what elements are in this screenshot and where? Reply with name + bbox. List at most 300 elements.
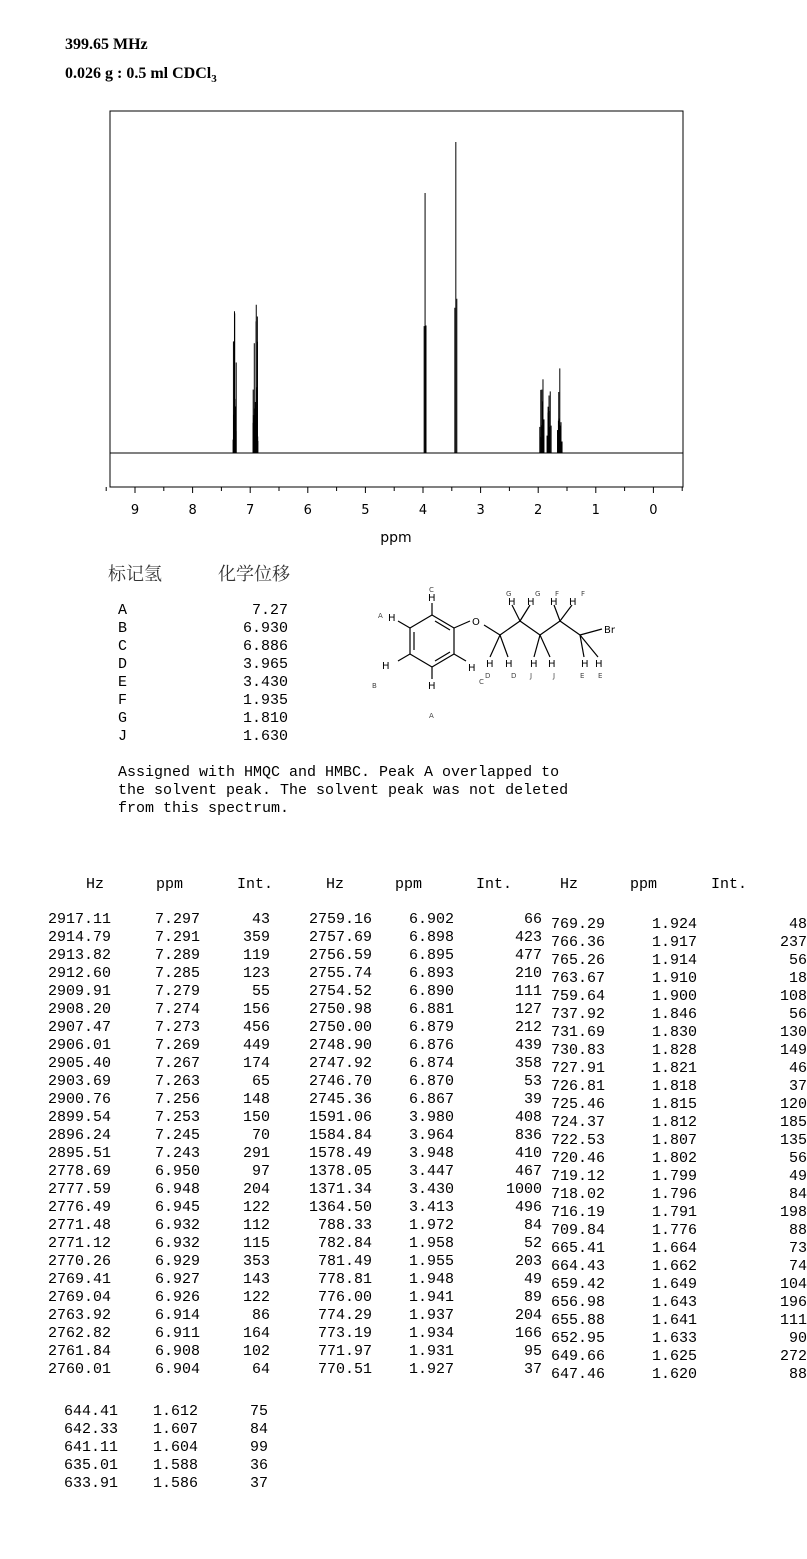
ppm-cell: 1.620 [651,1366,697,1383]
table-row [545,1366,807,1384]
int-cell: 196 [779,1294,807,1311]
int-cell: 56 [788,1150,807,1167]
table-row [545,1276,807,1294]
hz-cell: 719.12 [550,1168,605,1185]
table-row [545,952,807,970]
ppm-cell: 1.972 [408,1217,454,1234]
shift-column-heading: 化学位移 [218,564,290,585]
int-cell: 95 [523,1343,542,1360]
hz-cell: 635.01 [63,1457,118,1474]
col3-hz-header: Hz [560,876,579,893]
int-cell: 156 [242,1001,270,1018]
table-row [48,1271,270,1289]
assignment-row [118,656,288,674]
table-row [545,916,807,934]
atom-h: H [550,597,558,608]
hz-cell: 2909.91 [48,983,112,1000]
ppm-cell: 1.931 [408,1343,454,1360]
ppm-cell: 6.945 [154,1199,200,1216]
table-row [48,1073,270,1091]
ppm-cell: 1.941 [408,1289,454,1306]
int-cell: 210 [514,965,542,982]
hz-cell: 2761.84 [48,1343,112,1360]
atom-br: Br [604,625,615,636]
hz-cell: 2917.11 [48,911,112,928]
table-row [302,1073,542,1091]
int-cell: 84 [788,1186,807,1203]
hz-cell: 759.64 [550,988,605,1005]
atom-h: H [382,661,390,672]
proton-label-e: E [598,672,603,680]
int-cell: 148 [242,1091,270,1108]
ppm-cell: 3.980 [408,1109,454,1126]
ppm-cell: 1.641 [651,1312,697,1329]
table-row [48,1199,270,1217]
table-row [302,1307,542,1325]
ppm-cell: 1.818 [651,1078,697,1095]
atom-o: O [472,617,480,628]
atom-h: H [581,659,589,670]
table-row [545,1042,807,1060]
table-row [48,1037,270,1055]
table-row [545,1078,807,1096]
int-cell: 212 [514,1019,542,1036]
table-row [545,1222,807,1240]
int-cell: 89 [523,1289,542,1306]
table-row [302,965,542,983]
proton-label-b: B [372,682,377,690]
hz-cell: 664.43 [550,1258,605,1275]
hz-cell: 716.19 [550,1204,605,1221]
assignment-row [118,710,288,728]
table-row [302,983,542,1001]
proton-label-e: E [580,672,585,680]
hz-cell: 1591.06 [308,1109,372,1126]
chemical-shift: 1.630 [242,728,288,745]
ppm-cell: 1.633 [651,1330,697,1347]
hz-cell: 649.66 [550,1348,605,1365]
hz-cell: 2763.92 [48,1307,112,1324]
table-row [302,1289,542,1307]
int-cell: 36 [249,1457,268,1474]
table-row [48,965,270,983]
proton-label-g: G [535,590,541,598]
ppm-cell: 3.948 [408,1145,454,1162]
x-axis-tick-labels [131,503,658,518]
molecule-structure [362,585,632,725]
table-row [48,1343,270,1361]
proton-label-a-bottom: A [429,712,434,720]
ppm-cell: 1.914 [651,952,697,969]
proton-label: A [118,602,128,619]
int-cell: 37 [249,1475,268,1492]
hz-cell: 2748.90 [308,1037,372,1054]
int-cell: 127 [514,1001,542,1018]
table-row [48,1001,270,1019]
ppm-cell: 1.799 [651,1168,697,1185]
proton-label-a: A [378,612,383,620]
ppm-cell: 6.948 [154,1181,200,1198]
table-row [545,1168,807,1186]
proton-label-d: D [511,672,517,680]
int-cell: 75 [249,1403,268,1420]
int-cell: 122 [242,1289,270,1306]
table-row [545,1060,807,1078]
ppm-cell: 6.870 [408,1073,454,1090]
int-cell: 836 [514,1127,542,1144]
hz-cell: 718.02 [550,1186,605,1203]
hz-cell: 725.46 [550,1096,605,1113]
ppm-cell: 6.911 [154,1325,200,1342]
table-row [545,934,807,952]
ppm-cell: 6.890 [408,983,454,1000]
int-cell: 46 [788,1060,807,1077]
ppm-cell: 1.612 [152,1403,198,1420]
hz-cell: 2747.92 [308,1055,372,1072]
ppm-cell: 6.927 [154,1271,200,1288]
ppm-cell: 1.934 [408,1325,454,1342]
hz-cell: 2769.41 [48,1271,112,1288]
ppm-cell: 3.964 [408,1127,454,1144]
hz-cell: 770.51 [317,1361,372,1378]
table-row [48,1217,270,1235]
assignment-row [118,638,288,656]
ppm-cell: 6.874 [408,1055,454,1072]
atom-h: H [508,597,516,608]
table-row [48,947,270,965]
hz-cell: 2777.59 [48,1181,112,1198]
ppm-cell: 6.914 [154,1307,200,1324]
atom-h: H [548,659,556,670]
table-row [302,1145,542,1163]
proton-label-f: F [555,590,560,598]
int-cell: 203 [514,1253,542,1270]
table-row [48,1289,270,1307]
proton-label: F [118,692,128,709]
peak-table-col3 [545,916,807,1384]
table-row [545,1024,807,1042]
int-cell: 74 [788,1258,807,1275]
ppm-cell: 1.807 [651,1132,697,1149]
hz-cell: 659.42 [550,1276,605,1293]
int-cell: 65 [251,1073,270,1090]
table-row [48,1253,270,1271]
benzene-ring [410,615,454,667]
ppm-cell: 6.950 [154,1163,200,1180]
x-axis-label: ppm [380,530,412,546]
hz-cell: 771.97 [317,1343,372,1360]
hz-cell: 2770.26 [48,1253,112,1270]
ppm-cell: 1.796 [651,1186,697,1203]
hz-cell: 766.36 [550,934,605,951]
ppm-cell: 1.662 [651,1258,697,1275]
proton-label: C [118,638,128,655]
int-cell: 49 [788,1168,807,1185]
spectrometer-frequency: 399.65 MHz [65,36,148,53]
ppm-cell: 7.274 [154,1001,200,1018]
chemical-shift: 6.886 [242,638,288,655]
hz-cell: 769.29 [550,916,605,933]
col3-int-header: Int. [711,876,748,893]
table-row [545,1114,807,1132]
hz-cell: 652.95 [550,1330,605,1347]
table-row [545,1186,807,1204]
int-cell: 353 [242,1253,270,1270]
int-cell: 291 [242,1145,270,1162]
table-row [302,1271,542,1289]
table-row [48,1109,270,1127]
table-row [302,947,542,965]
int-cell: 204 [514,1307,542,1324]
table-row [302,1199,542,1217]
int-cell: 120 [779,1096,807,1113]
table-row [58,1457,268,1475]
table-row [48,1019,270,1037]
ppm-cell: 1.846 [651,1006,697,1023]
int-cell: 166 [514,1325,542,1342]
int-cell: 102 [242,1343,270,1360]
int-cell: 477 [514,947,542,964]
hz-cell: 737.92 [550,1006,605,1023]
atom-h: H [428,681,436,692]
ppm-cell: 1.900 [651,988,697,1005]
ppm-cell: 6.929 [154,1253,200,1270]
hz-cell: 774.29 [317,1307,372,1324]
int-cell: 111 [514,983,542,1000]
atom-h: H [595,659,603,670]
ppm-cell: 1.643 [651,1294,697,1311]
int-cell: 408 [514,1109,542,1126]
chemical-shift: 3.965 [242,656,288,673]
int-cell: 122 [242,1199,270,1216]
table-row [545,1240,807,1258]
ppm-cell: 1.948 [408,1271,454,1288]
hz-cell: 776.00 [317,1289,372,1306]
proton-label-c: C [429,586,434,594]
int-cell: 86 [251,1307,270,1324]
ppm-cell: 6.867 [408,1091,454,1108]
table-row [48,929,270,947]
proton-label-j: J [553,672,556,680]
int-cell: 143 [242,1271,270,1288]
x-tick-label: 4 [418,503,428,518]
col1-hz-header: Hz [86,876,105,893]
table-row [302,1235,542,1253]
ppm-cell: 1.815 [651,1096,697,1113]
proton-label: J [118,728,128,745]
int-cell: 18 [788,970,807,987]
table-row [302,1325,542,1343]
int-cell: 108 [779,988,807,1005]
atom-h: H [468,663,476,674]
atom-h: H [527,597,535,608]
table-row [48,1325,270,1343]
hz-cell: 2906.01 [48,1037,112,1054]
ppm-cell: 1.802 [651,1150,697,1167]
hz-cell: 642.33 [63,1421,118,1438]
ppm-cell: 6.904 [154,1361,200,1378]
ppm-cell: 7.245 [154,1127,200,1144]
table-row [545,1006,807,1024]
int-cell: 423 [514,929,542,946]
int-cell: 198 [779,1204,807,1221]
x-tick-label: 9 [130,503,140,518]
hz-cell: 727.91 [550,1060,605,1077]
ppm-cell: 7.256 [154,1091,200,1108]
int-cell: 97 [251,1163,270,1180]
int-cell: 185 [779,1114,807,1131]
table-row [545,1204,807,1222]
col1-ppm-header: ppm [156,876,184,893]
hz-cell: 2745.36 [308,1091,372,1108]
proton-label-c-right: C [479,678,484,686]
table-row [302,911,542,929]
assignment-row [118,692,288,710]
ppm-cell: 1.812 [651,1114,697,1131]
atom-h: H [428,593,436,604]
hz-cell: 2755.74 [308,965,372,982]
hz-cell: 724.37 [550,1114,605,1131]
ppm-cell: 6.879 [408,1019,454,1036]
ppm-cell: 1.607 [152,1421,198,1438]
ppm-cell: 3.413 [408,1199,454,1216]
ppm-cell: 3.447 [408,1163,454,1180]
table-row [545,1132,807,1150]
nmr-spectrum-chart [0,0,794,560]
proton-labels [372,586,602,720]
int-cell: 496 [514,1199,542,1216]
hz-cell: 2759.16 [308,911,372,928]
table-row [302,1109,542,1127]
ppm-cell: 6.908 [154,1343,200,1360]
ppm-cell: 1.586 [152,1475,198,1492]
x-tick-label: 0 [649,503,658,518]
hz-cell: 2900.76 [48,1091,112,1108]
hz-cell: 788.33 [317,1217,372,1234]
table-row [545,1096,807,1114]
int-cell: 84 [523,1217,542,1234]
table-row [545,1348,807,1366]
hz-cell: 730.83 [550,1042,605,1059]
proton-label: D [118,656,128,673]
int-cell: 149 [779,1042,807,1059]
ppm-cell: 1.937 [408,1307,454,1324]
hz-cell: 2903.69 [48,1073,112,1090]
hz-cell: 726.81 [550,1078,605,1095]
hz-cell: 1378.05 [308,1163,372,1180]
ppm-cell: 6.881 [408,1001,454,1018]
chemical-shift: 3.430 [242,674,288,691]
assignment-row [118,620,288,638]
table-row [545,1330,807,1348]
int-cell: 84 [249,1421,268,1438]
chemical-shift: 1.935 [242,692,288,709]
atom-h: H [530,659,538,670]
hz-cell: 2912.60 [48,965,112,982]
int-cell: 410 [514,1145,542,1162]
ppm-cell: 1.821 [651,1060,697,1077]
hz-cell: 773.19 [317,1325,372,1342]
proton-label-j: J [530,672,533,680]
hz-cell: 722.53 [550,1132,605,1149]
ppm-cell: 7.267 [154,1055,200,1072]
proton-label: E [118,674,128,691]
proton-label-f: F [581,590,586,598]
x-tick-label: 7 [246,503,255,518]
hz-cell: 1371.34 [308,1181,372,1198]
hz-cell: 2908.20 [48,1001,112,1018]
int-cell: 70 [251,1127,270,1144]
x-axis-ticks [106,487,682,493]
hz-cell: 641.11 [63,1439,118,1456]
hz-cell: 2895.51 [48,1145,112,1162]
ppm-cell: 7.291 [154,929,200,946]
int-cell: 56 [788,1006,807,1023]
assignment-row [118,602,288,620]
table-row [58,1439,268,1457]
int-cell: 52 [523,1235,542,1252]
atom-h: H [505,659,513,670]
atom-h: H [486,659,494,670]
hz-cell: 2913.82 [48,947,112,964]
plot-frame [110,111,683,487]
int-cell: 37 [788,1078,807,1095]
int-cell: 37 [523,1361,542,1378]
sample-prefix: 0.026 g : 0.5 ml CDCl [65,65,212,82]
hz-cell: 781.49 [317,1253,372,1270]
table-row [48,911,270,929]
int-cell: 456 [242,1019,270,1036]
hz-cell: 633.91 [63,1475,118,1492]
ppm-cell: 1.604 [152,1439,198,1456]
ppm-cell: 7.279 [154,983,200,1000]
table-row [48,1361,270,1379]
atom-h: H [388,613,396,624]
hz-cell: 778.81 [317,1271,372,1288]
hz-cell: 644.41 [63,1403,118,1420]
assignment-row [118,674,288,692]
spectrum-peaks [233,142,562,453]
hz-cell: 763.67 [550,970,605,987]
table-row [302,1127,542,1145]
hz-cell: 2750.98 [308,1001,372,1018]
table-row [302,1037,542,1055]
int-cell: 123 [242,965,270,982]
int-cell: 66 [523,911,542,928]
table-row [545,988,807,1006]
int-cell: 237 [779,934,807,951]
ppm-cell: 1.649 [651,1276,697,1293]
x-tick-label: 8 [188,503,197,518]
int-cell: 104 [779,1276,807,1293]
table-row [302,1343,542,1361]
ppm-cell: 7.243 [154,1145,200,1162]
ppm-cell: 7.269 [154,1037,200,1054]
hz-cell: 2905.40 [48,1055,112,1072]
int-cell: 150 [242,1109,270,1126]
int-cell: 1000 [505,1181,542,1198]
ppm-cell: 1.828 [651,1042,697,1059]
ppm-cell: 1.917 [651,934,697,951]
ppm-cell: 6.932 [154,1217,200,1234]
hz-cell: 2896.24 [48,1127,112,1144]
ppm-cell: 1.791 [651,1204,697,1221]
chain-bonds [398,603,602,679]
table-row [302,1253,542,1271]
table-row [302,1217,542,1235]
atom-h: H [569,597,577,608]
int-cell: 39 [523,1091,542,1108]
